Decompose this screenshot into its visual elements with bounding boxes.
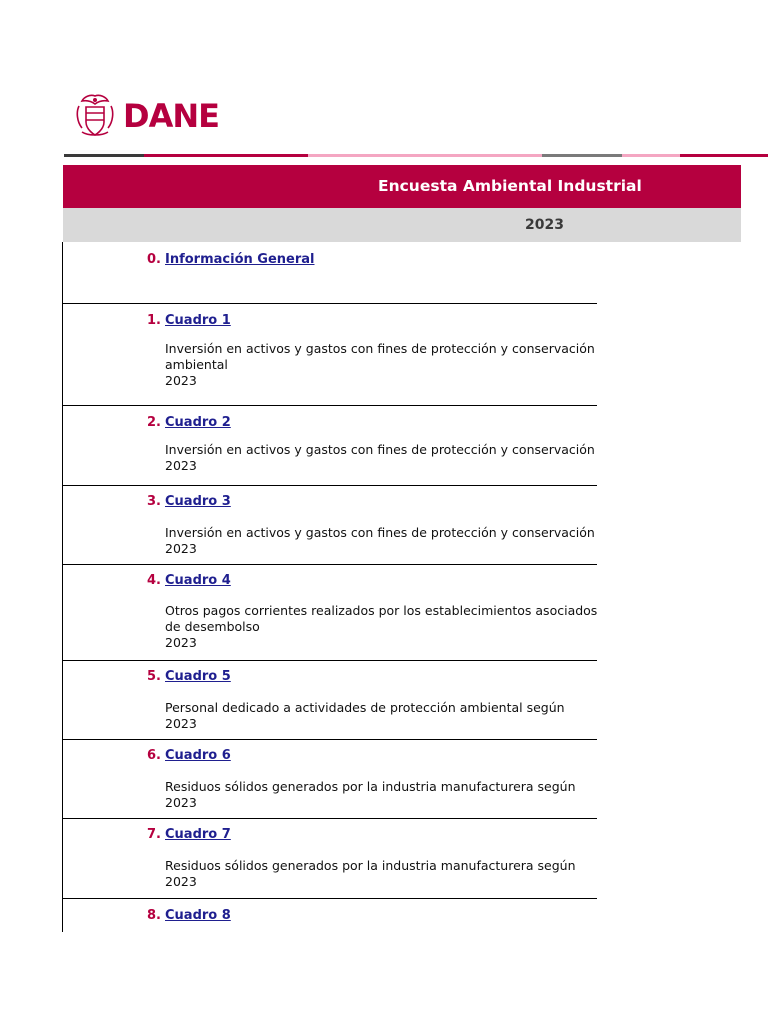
- item-year: 2023: [165, 795, 197, 810]
- link-cuadro-8[interactable]: Cuadro 8: [165, 908, 231, 923]
- item-year: 2023: [165, 541, 197, 556]
- item-description: Inversión en activos y gastos con fines de protección y conservación: [165, 525, 595, 540]
- item-description: ambiental: [165, 357, 228, 372]
- item-number: 7.: [147, 827, 161, 842]
- item-number: 5.: [147, 669, 161, 684]
- year-label: 2023: [525, 217, 564, 233]
- item-description: Otros pagos corrientes realizados por los establecimientos asociados: [165, 603, 598, 618]
- index-item-4: [63, 565, 597, 660]
- decorative-stripe: [64, 154, 768, 157]
- item-number: 8.: [147, 908, 161, 923]
- item-number: 3.: [147, 494, 161, 509]
- index-item-2: [63, 406, 597, 485]
- index-item-6: [63, 740, 597, 819]
- link-cuadro-2[interactable]: Cuadro 2: [165, 415, 231, 430]
- item-number: 6.: [147, 748, 161, 763]
- page-title: Encuesta Ambiental Industrial: [378, 177, 642, 195]
- index-item-7: [63, 819, 597, 898]
- link-cuadro-6[interactable]: Cuadro 6: [165, 748, 231, 763]
- item-year: 2023: [165, 635, 197, 650]
- item-description: Residuos sólidos generados por la industria manufacturera según: [165, 858, 576, 873]
- item-year: 2023: [165, 716, 197, 731]
- link-cuadro-1[interactable]: Cuadro 1: [165, 313, 231, 328]
- item-number: 2.: [147, 415, 161, 430]
- coat-of-arms-icon: [74, 92, 116, 140]
- item-description: Inversión en activos y gastos con fines de protección y conservación: [165, 341, 595, 356]
- index-item-5: [63, 661, 597, 740]
- item-number: 0.: [147, 252, 161, 267]
- logo-wordmark: DANE: [123, 97, 219, 135]
- index-list: [63, 243, 597, 932]
- item-description: Personal dedicado a actividades de protección ambiental según: [165, 700, 565, 715]
- item-description: de desembolso: [165, 619, 260, 634]
- index-item-8: [63, 899, 597, 932]
- item-description: Residuos sólidos generados por la industria manufacturera según: [165, 779, 576, 794]
- dane-logo: [74, 92, 219, 140]
- year-bar: [63, 208, 741, 242]
- link-informacion-general[interactable]: Información General: [165, 252, 315, 267]
- item-number: 1.: [147, 313, 161, 328]
- index-item-0: [63, 243, 597, 303]
- item-year: 2023: [165, 458, 197, 473]
- index-item-1: [63, 304, 597, 406]
- item-description: Inversión en activos y gastos con fines de protección y conservación: [165, 442, 595, 457]
- item-year: 2023: [165, 874, 197, 889]
- link-cuadro-3[interactable]: Cuadro 3: [165, 494, 231, 509]
- item-number: 4.: [147, 573, 161, 588]
- item-year: 2023: [165, 373, 197, 388]
- link-cuadro-5[interactable]: Cuadro 5: [165, 669, 231, 684]
- link-cuadro-7[interactable]: Cuadro 7: [165, 827, 231, 842]
- index-item-3: [63, 486, 597, 565]
- link-cuadro-4[interactable]: Cuadro 4: [165, 573, 231, 588]
